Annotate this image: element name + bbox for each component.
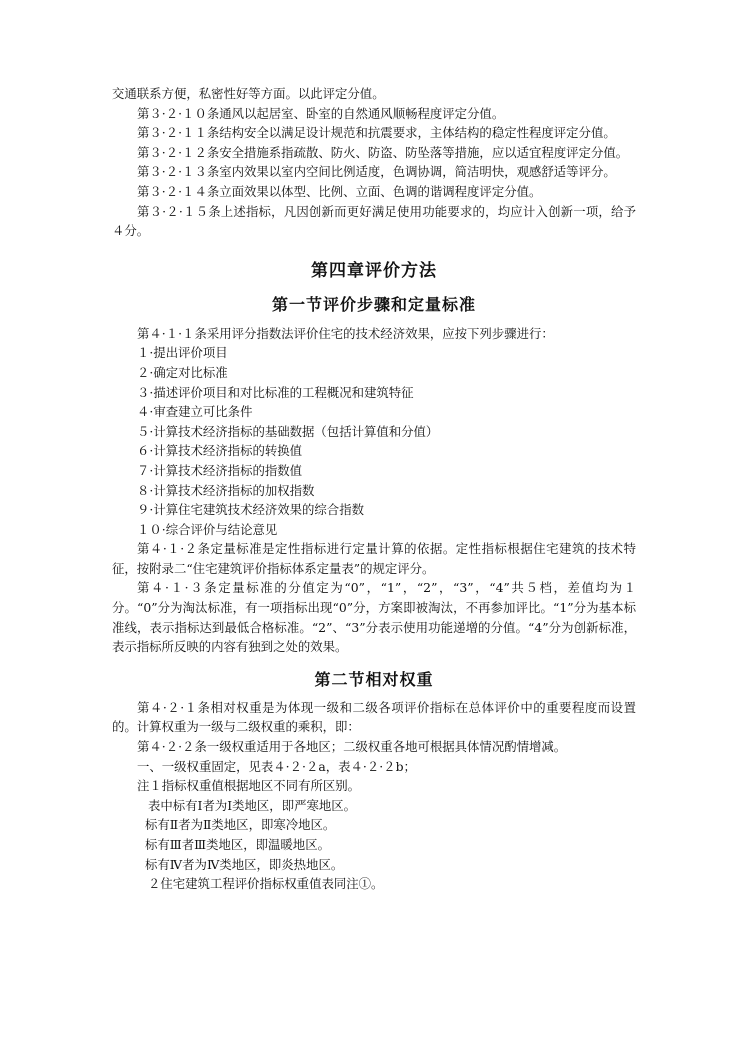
zone-note: 标有Ⅲ者Ⅲ类地区，即温暖地区。 <box>145 837 330 852</box>
note-2: ２住宅建筑工程评价指标权重值表同注①。 <box>148 876 384 892</box>
clause-one: 一、一级权重固定，见表４·２·２a，表４·２·２b； <box>137 758 416 774</box>
article-4-2-2: 第４·２·２条一级权重适用于各地区；二级权重各地可根据具体情况酌情增减。 <box>137 739 567 755</box>
article-3-2-14: 第３·２·１４条立面效果以体型、比例、立面、色调的谐调程度评定分值。 <box>137 183 542 199</box>
step-item: ４·审查建立可比条件 <box>137 404 253 420</box>
step-item: １·提出评价项目 <box>137 345 228 361</box>
step-item: ８·计算技术经济指标的加权指数 <box>137 482 315 498</box>
paragraph-continuation: 交通联系方便，私密性好等方面。以此评定分值。 <box>112 86 385 101</box>
step-item: ５·计算技术经济指标的基础数据（包括计算值和分值） <box>137 423 439 439</box>
step-item: ９·计算住宅建筑技术经济效果的综合指数 <box>137 502 364 518</box>
step-item: １０·综合评价与结论意见 <box>137 521 278 537</box>
zone-note: 标有Ⅱ者为Ⅱ类地区，即寒冷地区。 <box>145 817 336 833</box>
article-4-1-2: 第４·１·２条定量标准是定性指标进行定量计算的依据。定性指标根据住宅建筑的技术特征，按附录二“住宅建筑评价指标体系定量表”的规定评分。 <box>112 541 636 576</box>
step-item: ７·计算技术经济指标的指数值 <box>137 462 303 478</box>
section-title-2: 第二节相对权重 <box>314 669 434 689</box>
zone-note: 表中标有Ⅰ者为Ⅰ类地区，即严寒地区。 <box>148 797 357 813</box>
article-3-2-15: 第３·２·１５条上述指标，凡因创新而更好满足使用功能要求的，均应计入创新一项，给予４分。 <box>112 203 636 239</box>
zone-note: 标有Ⅳ者为Ⅳ类地区，即炎热地区。 <box>145 856 344 872</box>
chapter-title: 第四章评价方法 <box>311 260 437 281</box>
step-item: ６·计算技术经济指标的转换值 <box>137 443 303 459</box>
article-4-1-1: 第４·１·１条采用评分指数法评价住宅的技术经济效果，应按下列步骤进行： <box>137 325 554 341</box>
article-3-2-11: 第３·２·１１条结构安全以满足设计规范和抗震要求，主体结构的稳定性程度评定分值。 <box>137 125 616 141</box>
article-3-2-10: 第３·２·１０条通风以起居室、卧室的自然通风顺畅程度评定分值。 <box>137 105 505 121</box>
article-4-1-3: 第４·１·３条定量标准的分值定为“0”，“1”，“2”，“3”，“4”共５档，差值均为１分。“0”分为淘汰标准，有一项指标出现“0”分，方案即被淘汰，不再参加评比。“1”分为基本标准线，表示指标达到最低合格标准。“2”、“3”分表示使用功能递增的分值。“4”分为创新标准，表示指标所反映的内容有独到之处的效果。 <box>112 580 636 655</box>
article-3-2-12: 第３·２·１２条安全措施系指疏散、防火、防盗、防坠落等措施，应以适宜程度评定分值。 <box>137 144 629 160</box>
document-page <box>112 84 636 894</box>
article-4-2-1: 第４·２·１条相对权重是为体现一级和二级各项评价指标在总体评价中的重要程度而设置的。计算权重为一级与二级权重的乘积，即： <box>112 699 636 735</box>
article-3-2-13: 第３·２·１３条室内效果以室内空间比例适度，色调协调，简洁明快，观感舒适等评分。 <box>137 164 616 180</box>
step-item: ２·确定对比标准 <box>137 364 228 380</box>
section-title-1: 第一节评价步骤和定量标准 <box>271 294 476 314</box>
note-1: 注１指标权重值根据地区不同有所区别。 <box>137 778 361 794</box>
step-item: ３·描述评价项目和对比标准的工程概况和建筑特征 <box>137 384 414 400</box>
